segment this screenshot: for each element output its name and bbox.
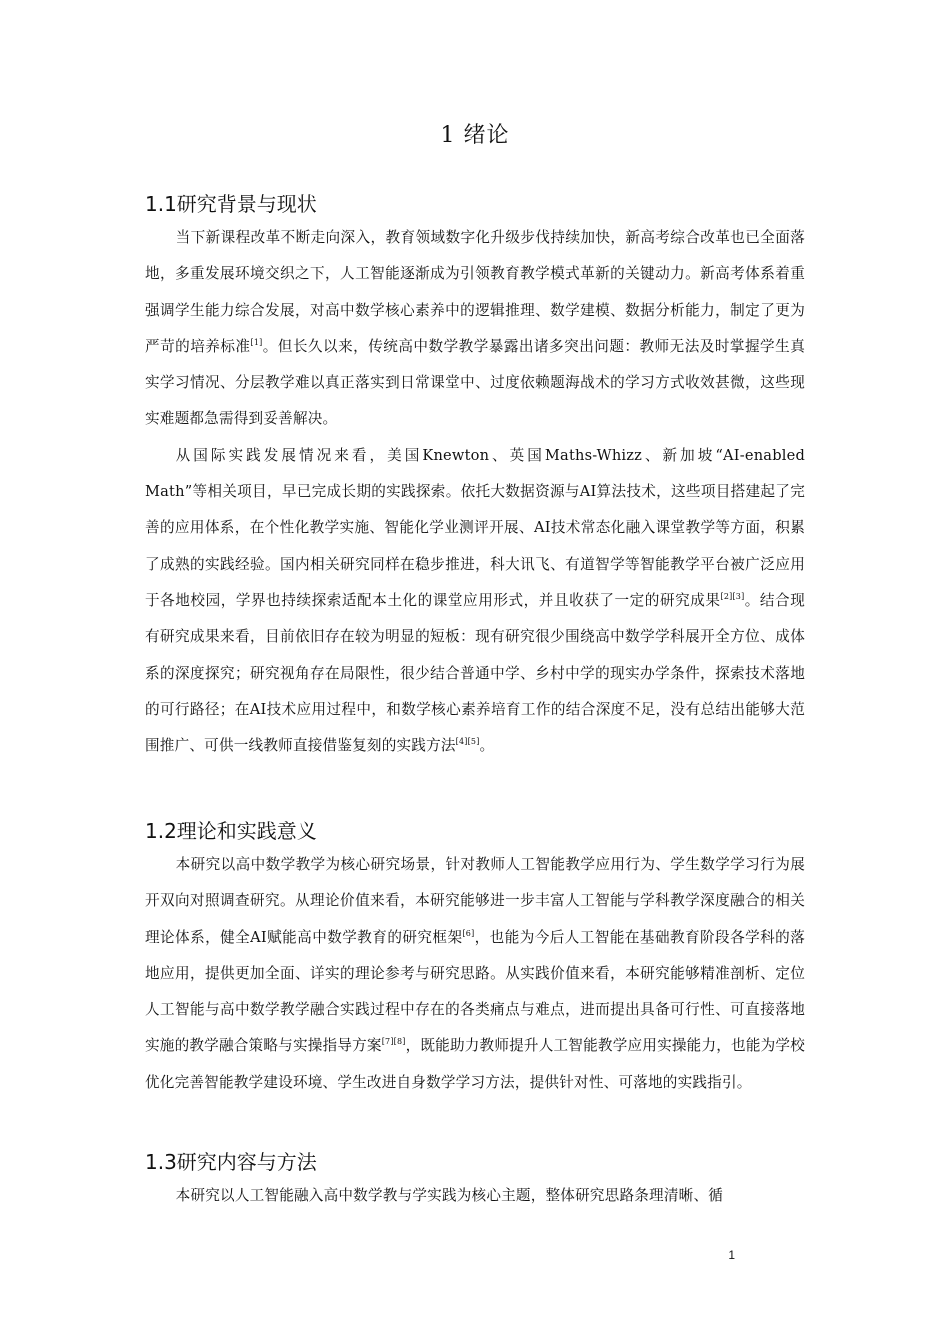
paragraph-text: 。 xyxy=(479,737,495,755)
section-1-1 xyxy=(145,190,805,764)
section-1-2 xyxy=(145,817,805,1101)
paragraph-text: 本研究以人工智能融入高中数学教与学实践为核心主题，整体研究思路条理清晰、循 xyxy=(175,1187,724,1204)
paragraph-text: 。结合现有研究成果来看，目前依旧存在较为明显的短板：现有研究很少围绕高中数学学科展开全方位、成体系的深度探究；研究视角存在局限性，很少结合普通中学、乡村中学的现实办学条件，探索技术落地的可行路径；在AI技术应用过程中，和数学核心素养培育工作的结合深度不足，没有总结出能够大范围推广、可供一线教师直接借鉴复刻的实践方法 xyxy=(145,591,805,755)
citation: [2][3] xyxy=(720,591,745,601)
paragraph-text: 。但长久以来，传统高中数学教学暴露出诸多突出问题：教师无法及时掌握学生真实学习情况、分层教学难以真正落实到日常课堂中、过度依赖题海战术的学习方式收效甚微，这些现实难题都急需得到妥善解决。 xyxy=(145,337,805,428)
section-1-3 xyxy=(145,1148,805,1214)
section-heading: 1.3研究内容与方法 xyxy=(145,1150,317,1174)
citation: [4][5] xyxy=(455,737,480,747)
citation: [6] xyxy=(462,928,475,938)
citation: [7][8] xyxy=(381,1037,406,1047)
paragraph xyxy=(145,438,805,765)
paragraph-text: 本研究以高中数学教学为核心研究场景，针对教师人工智能教学应用行为、学生数学学习行为展开双向对照调查研究。从理论价值来看，本研究能够进一步丰富人工智能与学科教学深度融合的相关理论体系，健全AI赋能高中数学教育的研究框架 xyxy=(145,856,805,946)
chapter-title: 1 绪论 xyxy=(440,123,510,148)
paragraph xyxy=(145,220,805,438)
paragraph-text: ，也能为今后人工智能在基础教育阶段各学科的落地应用，提供更加全面、详实的理论参考与研究思路。从实践价值来看，本研究能够精准剖析、定位人工智能与高中数学教学融合实践过程中存在的各类痛点与难点，进而提出具备可行性、可直接落地实施的教学融合策略与实操指导方案 xyxy=(145,928,805,1055)
paragraph-text: ，既能助力教师提升人工智能教学应用实操能力，也能为学校优化完善智能教学建设环境、学生改进自身数学学习方法，提供针对性、可落地的实践指引。 xyxy=(145,1037,806,1091)
paragraph-text: 当下新课程改革不断走向深入，教育领域数字化升级步伐持续加快，新高考综合改革也已全面落地，多重发展环境交织之下，人工智能逐渐成为引领教育教学模式革新的关键动力。新高考体系着重强调学生能力综合发展，对高中数学核心素养中的逻辑推理、数学建模、数据分析能力，制定了更为严苛的培养标准 xyxy=(145,229,805,355)
paragraph-text: 从国际实践发展情况来看，美国Knewton、英国Maths-Whizz、新加坡“AI-enabled Math”等相关项目，早已完成长期的实践探索。依托大数据资源与AI算法技术，这些项目搭建起了完善的应用体系，在个性化教学实施、智能化学业测评开展、AI技术常态化融入课堂教学等方面，积累了成熟的实践经验。国内相关研究同样在稳步推进，科大讯飞、有道智学等智能教学平台被广泛应用于各地校园，学界也持续探索适配本土化的课堂应用形式，并且收获了一定的研究成果 xyxy=(145,446,805,609)
paragraph xyxy=(145,847,805,1101)
citation: [1] xyxy=(250,337,263,347)
section-heading: 1.2理论和实践意义 xyxy=(145,819,317,843)
page-number: 1 xyxy=(728,1248,735,1262)
section-heading: 1.1研究背景与现状 xyxy=(145,192,317,216)
paragraph xyxy=(145,1178,805,1214)
